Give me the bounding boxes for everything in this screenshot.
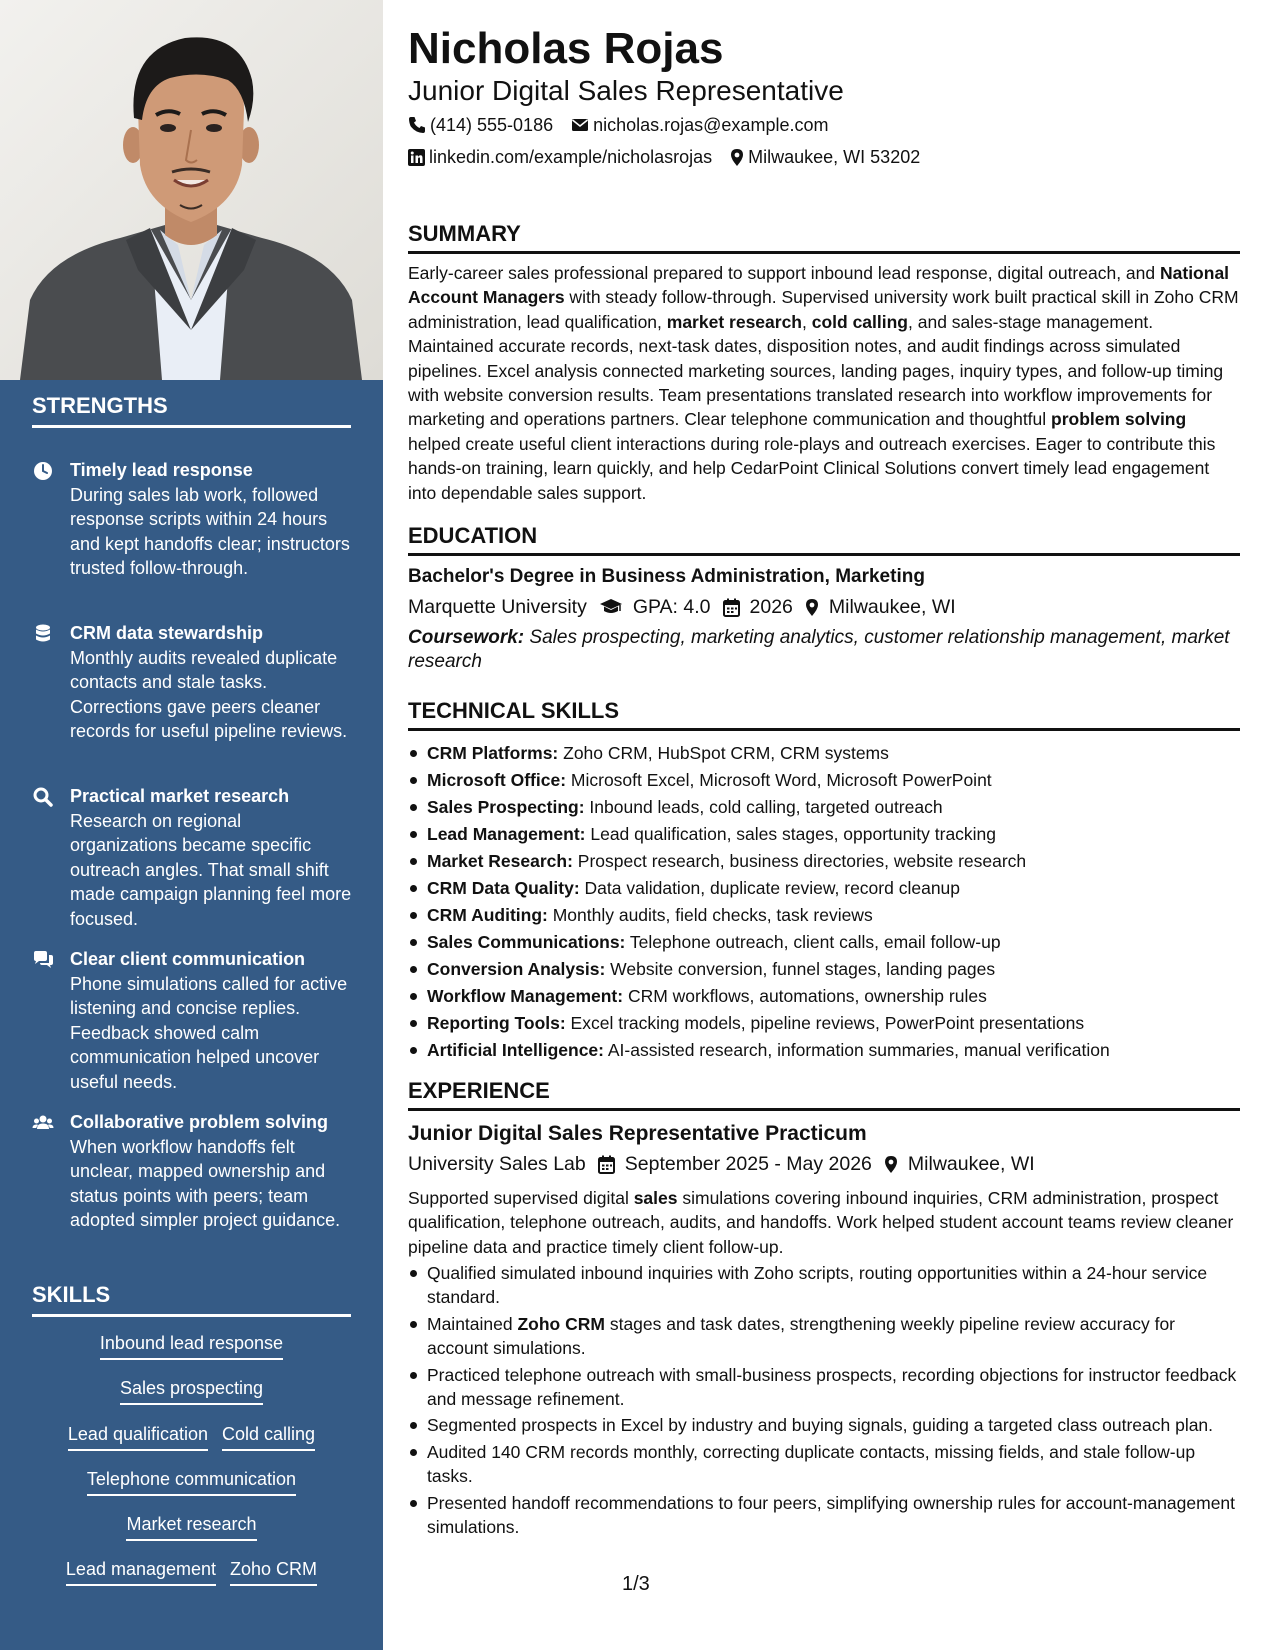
list-item: Microsoft Office: Microsoft Excel, Microsoft Word, Microsoft PowerPoint — [408, 767, 1240, 794]
degree-title: Bachelor's Degree in Business Administration, Marketing — [408, 566, 925, 587]
graduation-cap-icon — [599, 598, 623, 616]
skill-chip: Cold calling — [222, 1423, 315, 1451]
job-bullets — [408, 1261, 1240, 1541]
calendar-icon — [723, 598, 740, 617]
job-title: Junior Digital Sales Representative Practicum — [408, 1122, 867, 1145]
education-location: Milwaukee, WI — [828, 596, 956, 618]
skills-heading: SKILLS — [32, 1282, 351, 1317]
list-item: Audited 140 CRM records monthly, correcting duplicate contacts, missing fields, and stale follow-up tasks. — [408, 1440, 1240, 1489]
database-icon — [32, 623, 54, 645]
strength-text: Phone simulations called for active listening and concise replies. Feedback showed calm communication helped uncover useful needs. — [70, 974, 348, 1092]
location-text: Milwaukee, WI 53202 — [748, 147, 921, 167]
map-pin-icon — [805, 598, 819, 617]
users-icon — [32, 1112, 54, 1134]
strength-title: Clear client communication — [70, 949, 306, 969]
phone-text: (414) 555-0186 — [430, 115, 554, 135]
education-heading: EDUCATION — [408, 522, 1240, 556]
list-item: Conversion Analysis: Website conversion, funnel stages, landing pages — [408, 956, 1240, 983]
contact-row — [408, 114, 846, 136]
strength-text: Monthly audits revealed duplicate contacts and stale tasks. Corrections gave peers cleaner records for useful pipeline reviews. — [70, 648, 348, 742]
list-item: Segmented prospects in Excel by industry and buying signals, guiding a targeted class outreach plan. — [408, 1413, 1240, 1437]
skill-chip-row — [32, 1423, 351, 1451]
skill-chip: Sales prospecting — [120, 1377, 263, 1405]
list-item: Lead Management: Lead qualification, sales stages, opportunity tracking — [408, 821, 1240, 848]
contact-linkedin[interactable] — [408, 146, 712, 168]
candidate-title: Junior Digital Sales Representative — [408, 75, 844, 106]
search-icon — [32, 786, 54, 808]
contact-email[interactable] — [571, 114, 828, 136]
list-item: Market Research: Prospect research, business directories, website research — [408, 848, 1240, 875]
list-item: Sales Prospecting: Inbound leads, cold calling, targeted outreach — [408, 794, 1240, 821]
candidate-name: Nicholas Rojas — [408, 24, 724, 73]
list-item: CRM Data Quality: Data validation, duplicate review, record cleanup — [408, 875, 1240, 902]
calendar-icon — [598, 1155, 615, 1174]
strength-text: Research on regional organizations became specific outreach angles. That small shift made campaign planning feel more focused. — [70, 811, 352, 929]
job-meta — [408, 1152, 1035, 1176]
list-item: CRM Auditing: Monthly audits, field checks, task reviews — [408, 902, 1240, 929]
skill-chip: Telephone communication — [87, 1468, 296, 1496]
linkedin-icon — [408, 149, 425, 166]
technical-skills-list — [408, 740, 1240, 1064]
strength-title: Practical market research — [70, 786, 290, 806]
school-name: Marquette University — [408, 596, 587, 618]
list-item: Presented handoff recommendations to four peers, simplifying ownership rules for account-management simulations. — [408, 1491, 1240, 1540]
strengths-heading: STRENGTHS — [32, 393, 351, 428]
clock-icon — [32, 460, 54, 482]
strength-title: Collaborative problem solving — [70, 1112, 329, 1132]
skill-chip: Zoho CRM — [230, 1558, 317, 1586]
gpa: GPA: 4.0 — [632, 596, 711, 618]
technical-skills-heading: TECHNICAL SKILLS — [408, 697, 1240, 731]
list-item: Artificial Intelligence: AI-assisted research, information summaries, manual verification — [408, 1037, 1240, 1064]
chat-icon — [32, 949, 54, 971]
strength-text: During sales lab work, followed response scripts within 24 hours and kept handoffs clear; instructors trusted follow-through. — [70, 485, 350, 579]
contact-location — [730, 146, 920, 168]
portrait-illustration — [0, 0, 383, 380]
skill-chip-row — [32, 1468, 351, 1496]
list-item: Qualified simulated inbound inquiries with Zoho scripts, routing opportunities within a 24-hour service standard. — [408, 1261, 1240, 1310]
skill-chip: Market research — [126, 1513, 256, 1541]
job-dates: September 2025 - May 2026 — [624, 1153, 872, 1175]
phone-icon — [408, 116, 426, 134]
job-description: Supported supervised digital sales simulations covering inbound inquiries, CRM administration, prospect qualification, telephone outreach, audits, and handoffs. Work helped student account teams review cleaner pipeline data and practice timely client follow-up. — [408, 1188, 1234, 1257]
list-item: Practiced telephone outreach with small-business prospects, recording objections for instructor feedback and message refinement. — [408, 1363, 1240, 1412]
strength-title: CRM data stewardship — [70, 623, 264, 643]
skill-chip-row — [32, 1558, 351, 1586]
skill-chip-row — [32, 1513, 351, 1541]
coursework: Coursework: Sales prospecting, marketing analytics, customer relationship management, market research — [408, 627, 1230, 672]
contact-phone[interactable] — [408, 114, 553, 136]
skill-chip: Lead qualification — [68, 1423, 208, 1451]
skill-chip-row — [32, 1332, 351, 1360]
job-location: Milwaukee, WI — [907, 1153, 1035, 1175]
list-item: Reporting Tools: Excel tracking models, pipeline reviews, PowerPoint presentations — [408, 1010, 1240, 1037]
graduation-year: 2026 — [749, 596, 793, 618]
list-item: CRM Platforms: Zoho CRM, HubSpot CRM, CRM systems — [408, 740, 1240, 767]
contact-row — [408, 146, 938, 168]
skill-chip: Inbound lead response — [100, 1332, 283, 1360]
sidebar — [0, 0, 383, 1650]
map-pin-icon — [730, 148, 744, 167]
skill-chip: Lead management — [66, 1558, 216, 1586]
strength-title: Timely lead response — [70, 460, 253, 480]
list-item: Maintained Zoho CRM stages and task dates, strengthening weekly pipeline review accuracy for account simulations. — [408, 1312, 1240, 1361]
education-meta — [408, 595, 956, 619]
linkedin-text: linkedin.com/example/nicholasrojas — [429, 147, 713, 167]
strength-text: When workflow handoffs felt unclear, mapped ownership and status points with peers; team adopted simpler project guidance. — [70, 1137, 341, 1231]
email-text: nicholas.rojas@example.com — [593, 115, 829, 135]
summary-heading: SUMMARY — [408, 220, 1240, 254]
page-number: 1/3 — [622, 1573, 650, 1595]
email-icon — [571, 117, 589, 133]
summary-text: Early-career sales professional prepared to support inbound lead response, digital outreach, and National Account Managers with steady follow-through. Supervised university work built practical skill in Zoho CRM administration, lead qualification, market research, cold calling, and sales-stage management. Maintained accurate records, next-task dates, disposition notes, and audit findings across simulated pipelines. Excel analysis connected marketing sources, landing pages, inquiry types, and follow-up timing with website conversion results. Team presentations translated research into workflow improvements for marketing and operations partners. Clear telephone communication and thoughtful problem solving helped create useful client interactions during role-plays and outreach exercises. Eager to contribute this hands-on training, learn quickly, and help CedarPoint Clinical Solutions convert timely lead engagement into dependable sales support. — [408, 263, 1239, 503]
list-item: Sales Communications: Telephone outreach, client calls, email follow-up — [408, 929, 1240, 956]
profile-photo — [0, 0, 383, 380]
skill-chip-row — [32, 1377, 351, 1405]
map-pin-icon — [884, 1155, 898, 1174]
list-item: Workflow Management: CRM workflows, automations, ownership rules — [408, 983, 1240, 1010]
company-name: University Sales Lab — [408, 1153, 586, 1175]
experience-heading: EXPERIENCE — [408, 1077, 1240, 1111]
